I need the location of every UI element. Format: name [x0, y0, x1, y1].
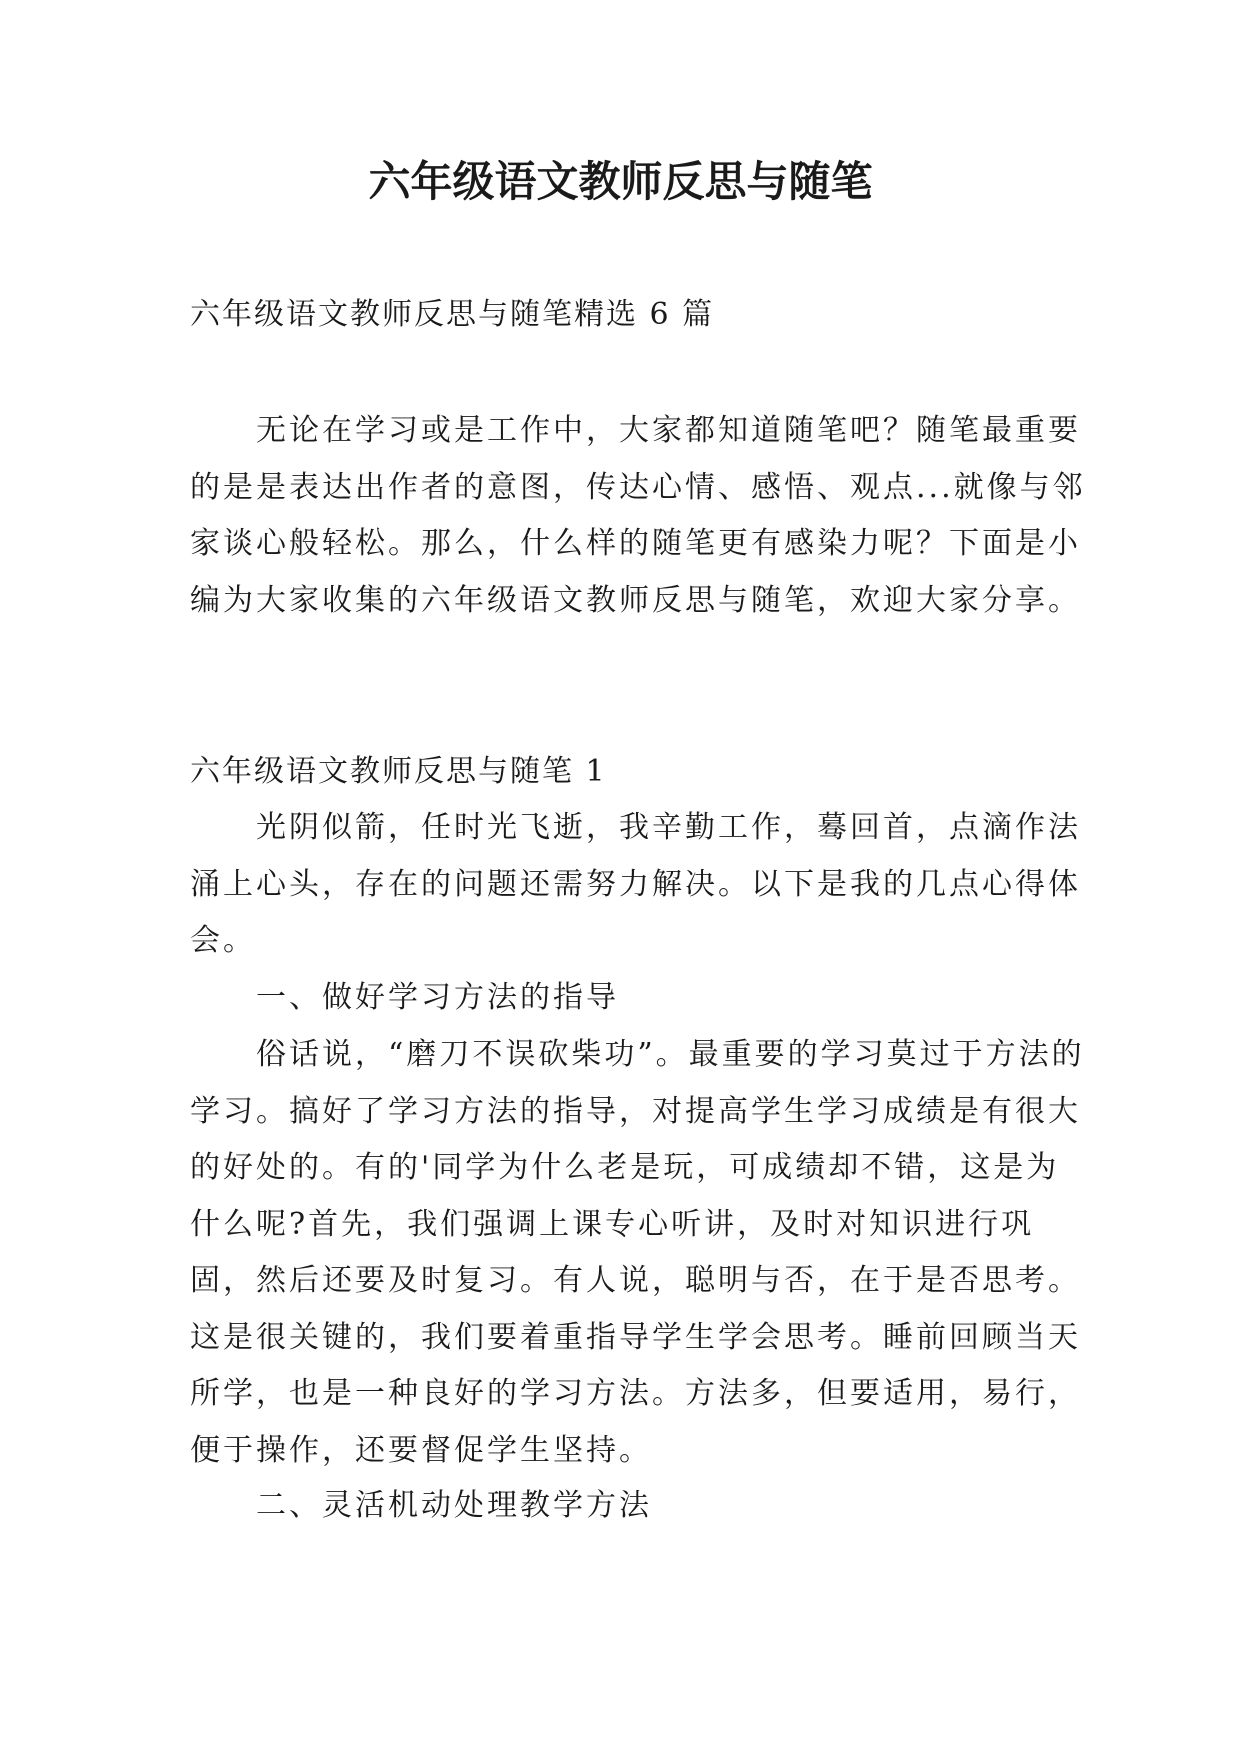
document-title: 六年级语文教师反思与随笔 — [368, 157, 873, 206]
point-1-heading: 一、做好学习方法的指导 — [256, 980, 619, 1015]
section-heading-1: 六年级语文教师反思与随笔 1 — [190, 754, 607, 789]
document-subtitle: 六年级语文教师反思与随笔精选 6 篇 — [190, 297, 715, 332]
section-1-paragraph-1: 光阴似箭，任时光飞逝，我辛勤工作，蓦回首，点滴作法涌上心头，存在的问题还需努力解决。以下是我的几点心得体会。 — [190, 810, 1081, 958]
point-1-body: 俗话说，“磨刀不误砍柴功”。最重要的学习莫过于方法的学习。搞好了学习方法的指导，对提高学生学习成绩是有很大的好处的。有的'同学为什么老是玩，可成绩却不错，这是为什么呢?首先，我们强调上课专心听讲，及时对知识进行巩固，然后还要及时复习。有人说，聪明与否，在于是否思考。这是很关键的，我们要着重指导学生学会思考。睡前回顾当天所学，也是一种良好的学习方法。方法多，但要适用，易行，便于操作，还要督促学生坚持。 — [190, 1037, 1085, 1468]
point-2-heading: 二、灵活机动处理教学方法 — [256, 1488, 652, 1523]
intro-paragraph: 无论在学习或是工作中，大家都知道随笔吧？随笔最重要的是是表达出作者的意图，传达心情、感悟、观点...就像与邻家谈心般轻松。那么，什么样的随笔更有感染力呢？下面是小编为大家收集的六年级语文教师反思与随笔，欢迎大家分享。 — [190, 413, 1086, 618]
